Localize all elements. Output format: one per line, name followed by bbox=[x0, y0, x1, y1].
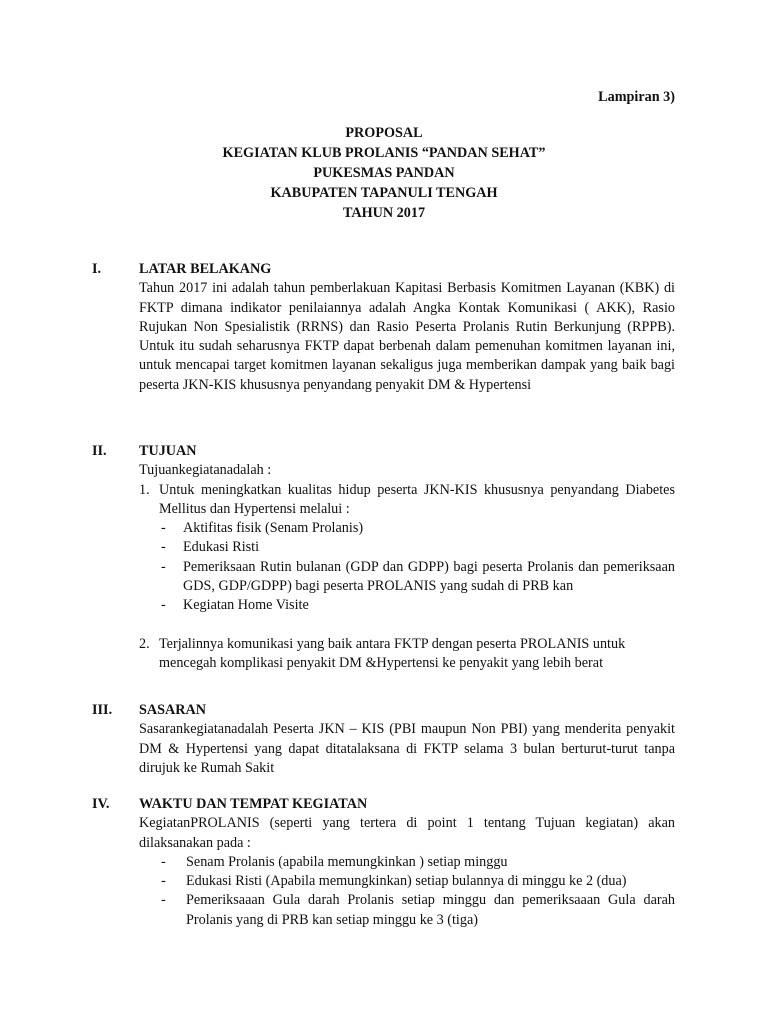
section-sasaran bbox=[92, 701, 675, 778]
activity-sublist bbox=[159, 519, 675, 615]
sublist-item: - Edukasi Risti bbox=[159, 538, 675, 557]
list-item: - Pemeriksaaan Gula darah Prolanis setiap minggu dan pemeriksaaan Gula darah Prolanis yang di PRB kan setiap minggu ke 3 (tiga) bbox=[139, 891, 675, 930]
header-line-year: TAHUN 2017 bbox=[342, 205, 426, 221]
list-item-text: Terjalinnya komunikasi yang baik antara FKTP dengan peserta PROLANIS untuk mencegah komplikasi penyakit DM &Hypertensi ke penyakit yang lebih berat bbox=[159, 635, 626, 671]
section-title: SASARAN bbox=[139, 702, 207, 718]
sublist-item: - Aktifitas fisik (Senam Prolanis) bbox=[159, 519, 675, 538]
section-tujuan bbox=[92, 442, 675, 673]
list-item: - Senam Prolanis (apabila memungkinkan ) setiap minggu bbox=[139, 853, 675, 872]
schedule-list bbox=[139, 853, 675, 930]
section-paragraph: KegiatanPROLANIS (seperti yang tertera di point 1 tentang Tujuan kegiatan) akan dilaksanakan pada : bbox=[139, 815, 675, 851]
sublist-item: - Pemeriksaan Rutin bulanan (GDP dan GDPP) bagi peserta Prolanis dan pemeriksaan GDS, GDP/GDPP) bagi peserta PROLANIS yang sudah di PRB kan bbox=[159, 558, 675, 597]
list-item-number: 2. bbox=[139, 635, 150, 652]
section-intro: Tujuankegiatanadalah : bbox=[139, 462, 272, 479]
header-line-regency: KABUPATEN TAPANULI TENGAH bbox=[270, 185, 498, 201]
section-waktu-tempat bbox=[92, 795, 675, 930]
goal-list bbox=[139, 481, 675, 674]
sublist-item: - Kegiatan Home Visite bbox=[159, 596, 675, 615]
section-number: III. bbox=[92, 702, 113, 718]
list-item: - Edukasi Risti (Apabila memungkinkan) setiap bulannya di minggu ke 2 (dua) bbox=[139, 872, 675, 891]
list-item bbox=[139, 635, 675, 674]
section-title: TUJUAN bbox=[139, 443, 197, 459]
header-line-puskesmas: PUKESMAS PANDAN bbox=[313, 165, 455, 181]
section-number: IV. bbox=[92, 796, 110, 812]
section-number: I. bbox=[92, 261, 102, 277]
section-latar-belakang bbox=[92, 260, 675, 395]
document-header bbox=[0, 123, 768, 223]
list-item bbox=[139, 481, 675, 616]
header-line-activity: KEGIATAN KLUB PROLANIS “PANDAN SEHAT” bbox=[222, 145, 546, 161]
section-paragraph: Sasarankegiatanadalah Peserta JKN – KIS (PBI maupun Non PBI) yang menderita penyakit DM & Hypertensi yang dapat ditatalaksana di FKTP selama 3 bulan berturut-turut tanpa dirujuk ke Rumah Sakit bbox=[139, 721, 675, 776]
list-spacer bbox=[139, 616, 675, 635]
section-title: WAKTU DAN TEMPAT KEGIATAN bbox=[139, 796, 368, 812]
list-item-number: 1. bbox=[139, 481, 150, 498]
attachment-label: Lampiran 3) bbox=[598, 89, 675, 105]
section-number: II. bbox=[92, 443, 107, 459]
header-line-proposal: PROPOSAL bbox=[345, 125, 423, 141]
list-item-text: Untuk meningkatkan kualitas hidup peserta JKN-KIS khususnya penyandang Diabetes Mellitus dan Hypertensi melalui : bbox=[159, 481, 675, 517]
section-paragraph: Tahun 2017 ini adalah tahun pemberlakuan Kapitasi Berbasis Komitmen Layanan (KBK) di FKTP dimana indikator penilaiannya adalah Angka Kontak Komunikasi ( AKK), Rasio Rujukan Non Spesialistik (RRNS) dan Rasio Peserta Prolanis Rutin Berkunjung (RPPB). Untuk itu sudah seharusnya FKTP dapat berbenah dalam pemenuhan komitmen layanan ini, untuk mencapai target komitmen layanan sekaligus juga memberikan dampak yang baik bagi peserta JKN-KIS khususnya penyandang penyakit DM & Hypertensi bbox=[139, 280, 675, 393]
section-title: LATAR BELAKANG bbox=[139, 261, 272, 277]
